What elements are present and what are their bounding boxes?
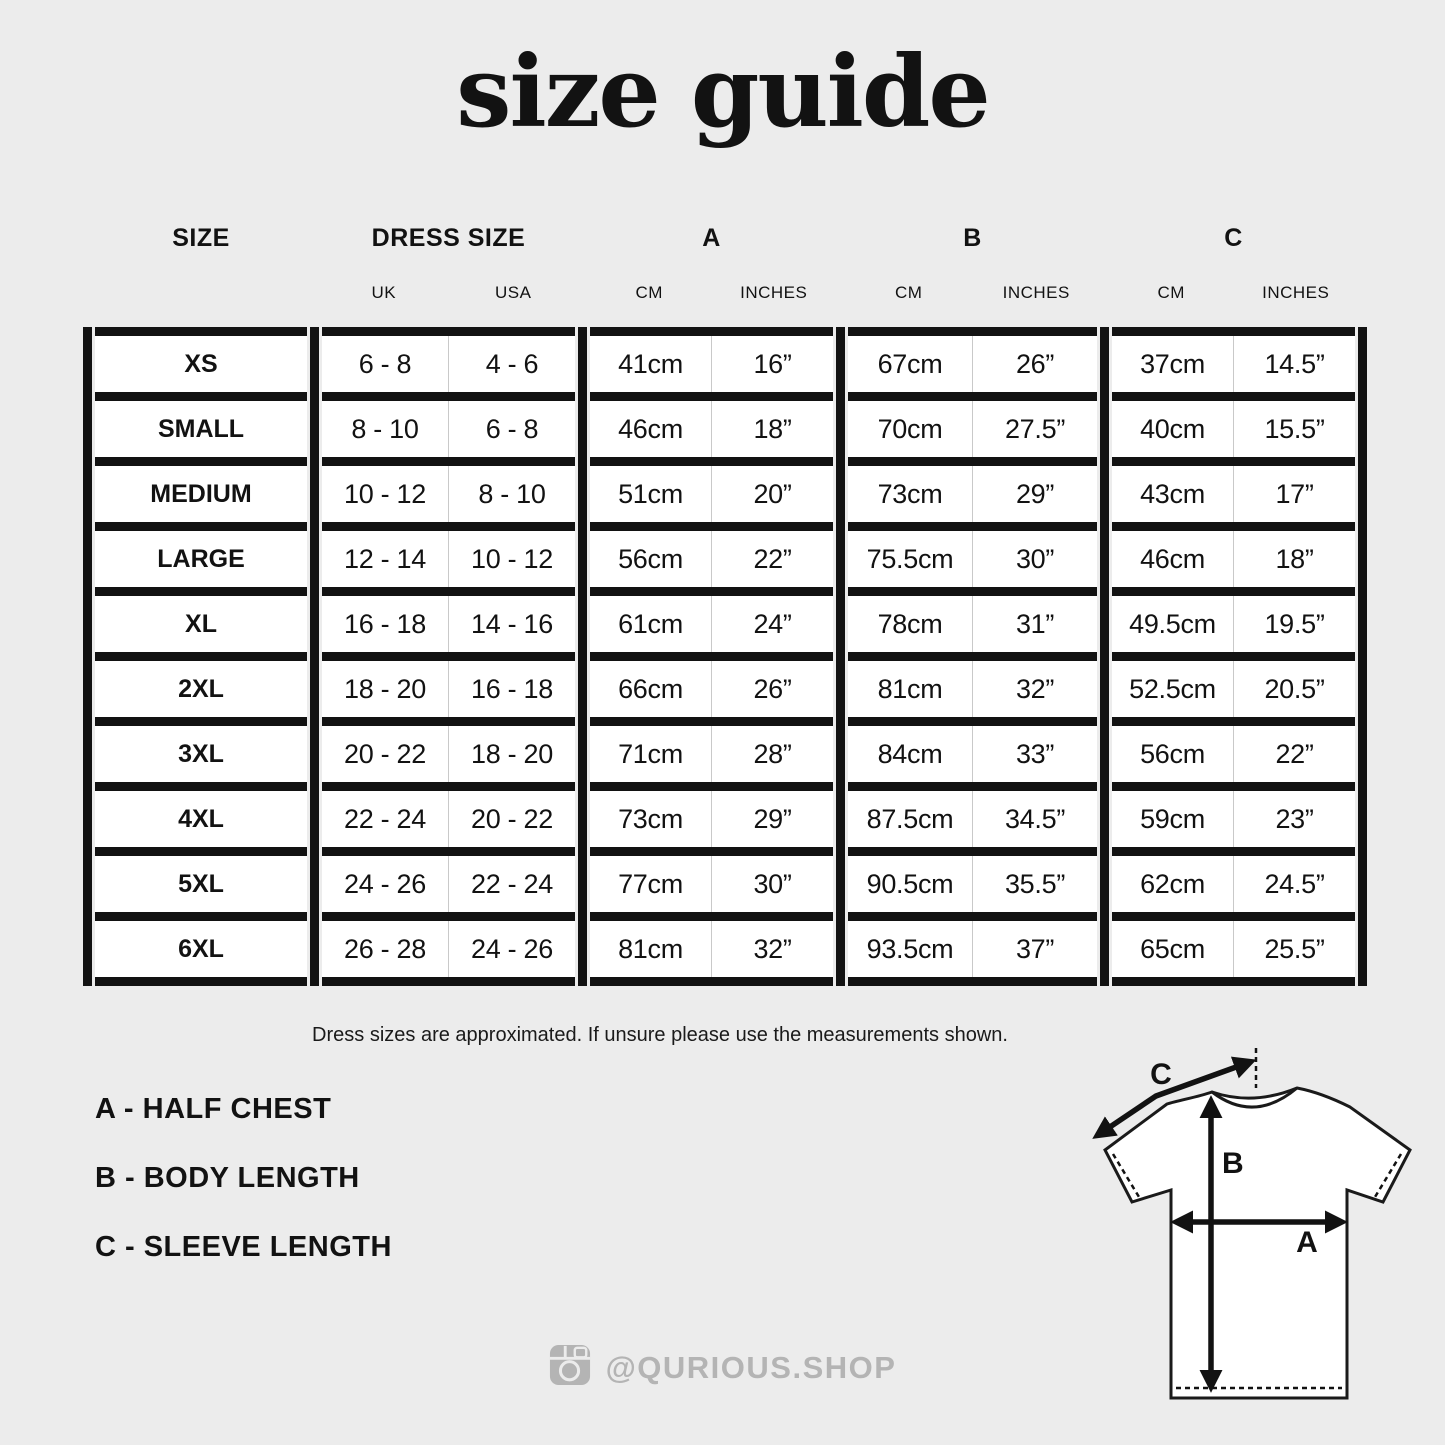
diagram-label-a: A: [1296, 1226, 1318, 1259]
table-cell: 18”: [1233, 531, 1355, 587]
size-table: [83, 327, 1367, 986]
table-cell: 10 - 12: [344, 478, 426, 509]
table-row: [590, 392, 833, 457]
table-row: [590, 522, 833, 587]
table-cell: 24.5”: [1233, 856, 1355, 912]
table-cell: 40cm: [1140, 413, 1205, 444]
table-cell: 19.5”: [1233, 596, 1355, 652]
table-cell: 18 - 20: [448, 726, 575, 782]
table-row: [1112, 327, 1355, 392]
table-row: [590, 327, 833, 392]
table-row: [322, 457, 575, 522]
table-cell: 20”: [711, 466, 833, 522]
table-cell: 3XL: [178, 739, 224, 768]
table-cell: 37cm: [1140, 348, 1205, 379]
table-cell: MEDIUM: [150, 479, 252, 508]
table-cell: 20 - 22: [448, 791, 575, 847]
table-cell: 81cm: [618, 933, 683, 964]
legend-sleeve-length: C - SLEEVE LENGTH: [95, 1231, 392, 1263]
table-cell: 78cm: [877, 608, 943, 639]
table-cell: 6 - 8: [358, 348, 412, 379]
table-cell: 67cm: [877, 348, 943, 379]
table-cell: 10 - 12: [448, 531, 575, 587]
table-cell: 20.5”: [1233, 661, 1355, 717]
table-row: [322, 847, 575, 912]
table-row: [95, 522, 307, 587]
table-cell: 12 - 14: [344, 543, 426, 574]
table-cell: 37”: [972, 921, 1097, 977]
table-row: [590, 782, 833, 847]
table-cell: 62cm: [1140, 868, 1205, 899]
subheader-usa: USA: [495, 283, 532, 302]
table-row: [1112, 847, 1355, 912]
table-column-dress-size: [319, 327, 578, 986]
table-border-bar: [1358, 327, 1367, 986]
table-row: [848, 717, 1097, 782]
table-cell: XS: [184, 349, 218, 378]
table-border-bar: [83, 327, 92, 986]
legend-body-length: B - BODY LENGTH: [95, 1162, 360, 1194]
table-cell: 17”: [1233, 466, 1355, 522]
tshirt-diagram: [1060, 1040, 1445, 1445]
table-row: [95, 912, 307, 986]
table-row: [322, 392, 575, 457]
table-row: [322, 327, 575, 392]
table-cell: 26 - 28: [344, 933, 426, 964]
table-row: [95, 847, 307, 912]
table-cell: 24 - 26: [344, 868, 426, 899]
table-cell: 87.5cm: [866, 803, 954, 834]
table-cell: SMALL: [157, 414, 245, 443]
table-cell: 93.5cm: [866, 933, 954, 964]
table-cell: 32”: [972, 661, 1097, 717]
table-row: [1112, 782, 1355, 847]
table-cell: 29”: [711, 791, 833, 847]
table-cell: 66cm: [618, 673, 683, 704]
header-dress-size: DRESS SIZE: [371, 224, 526, 252]
subheader-c-inches: INCHES: [1262, 283, 1330, 302]
table-cell: 73cm: [877, 478, 943, 509]
table-border-bar: [836, 327, 845, 986]
table-border-bar: [310, 327, 319, 986]
table-row: [848, 912, 1097, 986]
table-cell: 27.5”: [972, 401, 1097, 457]
subheader-a-cm: CM: [635, 283, 663, 302]
table-cell: 4 - 6: [448, 336, 575, 392]
table-cell: 59cm: [1140, 803, 1205, 834]
table-row: [95, 717, 307, 782]
table-cell: 52.5cm: [1129, 673, 1216, 704]
table-row: [322, 782, 575, 847]
table-row: [848, 847, 1097, 912]
table-group-headers: [83, 224, 1367, 253]
table-cell: 81cm: [877, 673, 943, 704]
table-cell: LARGE: [157, 544, 245, 573]
table-cell: 56cm: [1140, 738, 1205, 769]
table-cell: 8 - 10: [351, 413, 419, 444]
table-row: [322, 587, 575, 652]
table-row: [590, 587, 833, 652]
table-cell: 6XL: [178, 934, 224, 963]
tshirt-outline: [1105, 1088, 1410, 1398]
table-sub-headers: [83, 283, 1367, 303]
subheader-uk: UK: [371, 283, 397, 302]
table-cell: XL: [185, 609, 217, 638]
table-row: [590, 847, 833, 912]
table-cell: 4XL: [178, 804, 224, 833]
table-cell: 71cm: [618, 738, 683, 769]
table-row: [590, 717, 833, 782]
header-a: A: [702, 224, 721, 252]
header-size: SIZE: [172, 224, 230, 252]
table-row: [590, 652, 833, 717]
table-cell: 8 - 10: [448, 466, 575, 522]
table-row: [848, 652, 1097, 717]
table-row: [322, 717, 575, 782]
table-cell: 77cm: [618, 868, 683, 899]
table-cell: 22 - 24: [344, 803, 426, 834]
table-row: [848, 522, 1097, 587]
table-row: [848, 587, 1097, 652]
table-cell: 6 - 8: [448, 401, 575, 457]
table-cell: 15.5”: [1233, 401, 1355, 457]
table-row: [95, 782, 307, 847]
table-row: [1112, 457, 1355, 522]
table-row: [95, 652, 307, 717]
table-cell: 22 - 24: [448, 856, 575, 912]
table-cell: 2XL: [178, 674, 224, 703]
table-cell: 90.5cm: [866, 868, 954, 899]
subheader-b-cm: CM: [895, 283, 923, 302]
table-cell: 26”: [972, 336, 1097, 392]
diagram-label-b: B: [1222, 1147, 1244, 1180]
table-cell: 49.5cm: [1129, 608, 1216, 639]
table-cell: 73cm: [618, 803, 683, 834]
dress-size-note: Dress sizes are approximated. If unsure please use the measurements shown.: [312, 1024, 1008, 1046]
header-b: B: [963, 224, 982, 252]
table-row: [1112, 392, 1355, 457]
table-cell: 16 - 18: [448, 661, 575, 717]
table-cell: 24 - 26: [448, 921, 575, 977]
table-cell: 25.5”: [1233, 921, 1355, 977]
table-row: [1112, 522, 1355, 587]
table-cell: 14.5”: [1233, 336, 1355, 392]
table-cell: 28”: [711, 726, 833, 782]
table-cell: 46cm: [618, 413, 683, 444]
table-cell: 26”: [711, 661, 833, 717]
diagram-label-c: C: [1150, 1058, 1172, 1091]
table-row: [1112, 587, 1355, 652]
table-column-b: [845, 327, 1100, 986]
table-row: [95, 392, 307, 457]
table-cell: 61cm: [618, 608, 683, 639]
table-row: [848, 457, 1097, 522]
subheader-a-inches: INCHES: [740, 283, 808, 302]
table-row: [95, 327, 307, 392]
table-cell: 35.5”: [972, 856, 1097, 912]
table-cell: 30”: [711, 856, 833, 912]
table-row: [848, 392, 1097, 457]
table-cell: 43cm: [1140, 478, 1205, 509]
table-row: [590, 912, 833, 986]
page-title: size guide: [456, 35, 989, 150]
table-row: [95, 457, 307, 522]
table-column-size: [92, 327, 310, 986]
instagram-icon: [549, 1344, 591, 1391]
table-cell: 18”: [711, 401, 833, 457]
table-row: [848, 782, 1097, 847]
table-cell: 65cm: [1140, 933, 1205, 964]
table-cell: 56cm: [618, 543, 683, 574]
table-cell: 75.5cm: [866, 543, 954, 574]
table-cell: 84cm: [877, 738, 943, 769]
table-row: [1112, 912, 1355, 986]
table-row: [848, 327, 1097, 392]
table-cell: 46cm: [1140, 543, 1205, 574]
table-cell: 20 - 22: [344, 738, 426, 769]
subheader-b-inches: INCHES: [1002, 283, 1070, 302]
table-row: [322, 652, 575, 717]
legend-half-chest: A - HALF CHEST: [95, 1093, 332, 1125]
table-cell: 32”: [711, 921, 833, 977]
table-cell: 16 - 18: [344, 608, 426, 639]
instagram-handle-text: @QURIOUS.SHOP: [605, 1349, 897, 1385]
table-cell: 34.5”: [972, 791, 1097, 847]
table-cell: 24”: [711, 596, 833, 652]
table-row: [322, 522, 575, 587]
table-cell: 51cm: [618, 478, 683, 509]
table-cell: 70cm: [877, 413, 943, 444]
table-cell: 23”: [1233, 791, 1355, 847]
table-cell: 31”: [972, 596, 1097, 652]
table-cell: 33”: [972, 726, 1097, 782]
subheader-c-cm: CM: [1157, 283, 1185, 302]
table-cell: 22”: [711, 531, 833, 587]
table-cell: 22”: [1233, 726, 1355, 782]
table-column-c: [1109, 327, 1358, 986]
table-cell: 30”: [972, 531, 1097, 587]
table-row: [1112, 652, 1355, 717]
table-cell: 16”: [711, 336, 833, 392]
table-cell: 14 - 16: [448, 596, 575, 652]
table-row: [95, 587, 307, 652]
table-border-bar: [578, 327, 587, 986]
table-cell: 5XL: [178, 869, 224, 898]
table-cell: 29”: [972, 466, 1097, 522]
table-border-bar: [1100, 327, 1109, 986]
table-cell: 18 - 20: [344, 673, 426, 704]
header-c: C: [1224, 224, 1243, 252]
table-column-a: [587, 327, 836, 986]
table-row: [590, 457, 833, 522]
table-cell: 41cm: [618, 348, 683, 379]
table-row: [1112, 717, 1355, 782]
table-row: [322, 912, 575, 986]
